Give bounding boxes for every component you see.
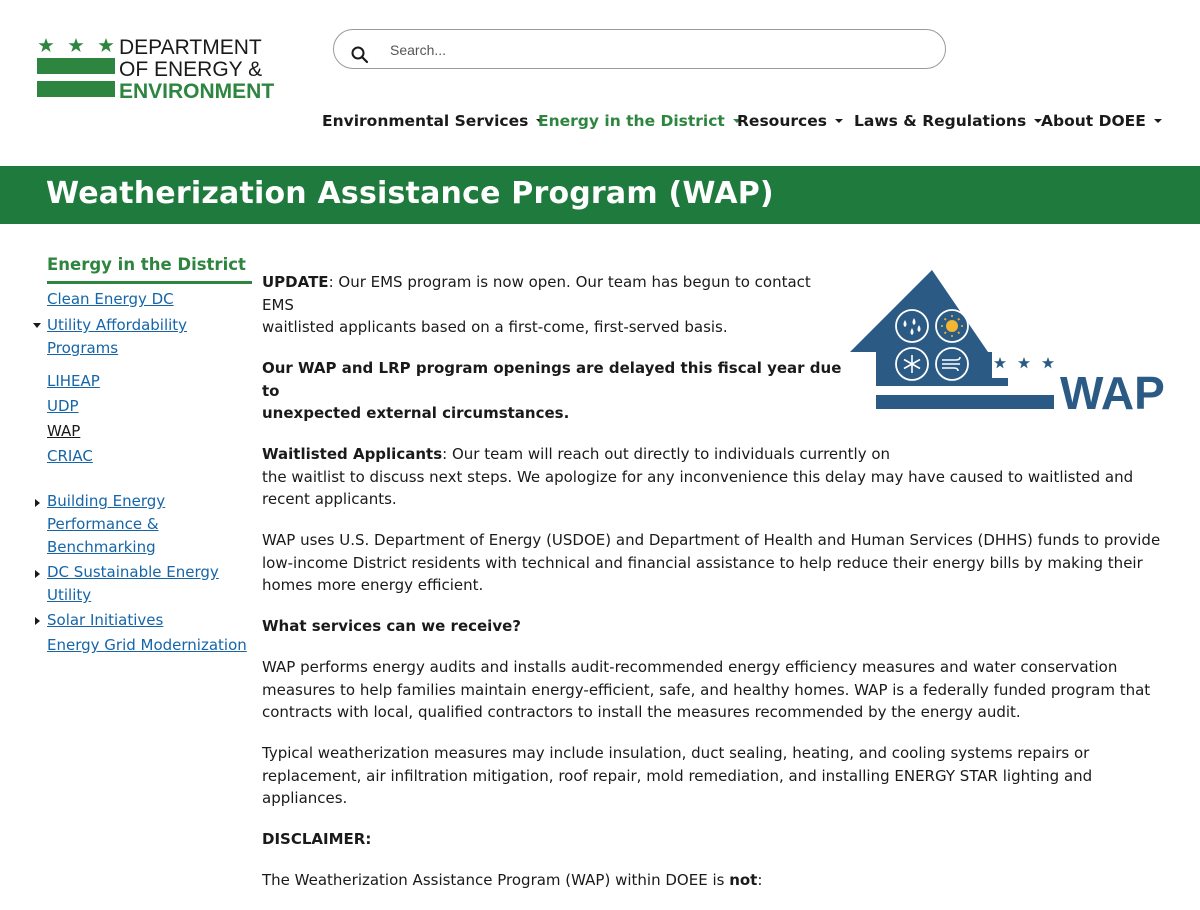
sidebar-item-dc-sustainable-energy-utility-cont[interactable]: Utility: [47, 586, 92, 604]
collapsed-arrow-icon[interactable]: [35, 570, 40, 578]
logo-line-3: ENVIRONMENT: [119, 80, 275, 103]
caret-down-icon: [1154, 119, 1162, 123]
logo-line-2: OF ENERGY &: [119, 58, 263, 81]
doee-logo[interactable]: [36, 36, 276, 102]
nav-energy-in-the-district[interactable]: [538, 112, 741, 130]
nav-label: Energy in the District: [538, 112, 725, 130]
sidebar-item-utility-affordability[interactable]: Utility Affordability: [47, 316, 188, 334]
sidebar-item-building-energy[interactable]: Building Energy: [47, 492, 166, 510]
typical-measures-paragraph: Typical weatherization measures may include insulation, duct sealing, heating, and cooling systems repairs or replacement, air infiltration mitigation, roof repair, mold remediation, and installing ENERGY STAR lighting and appliances.: [262, 744, 1093, 807]
sidebar-item-clean-energy-dc[interactable]: Clean Energy DC: [47, 290, 174, 308]
sidebar-item-energy-grid-modernization[interactable]: Energy Grid Modernization: [47, 636, 247, 654]
services-paragraph: WAP performs energy audits and installs audit-recommended energy efficiency measures and water conservation measures to help families maintain energy-efficient, safe, and healthy homes. WAP is a federally funded program that contracts with local, qualified contractors to install the measures recommended by the energy audit.: [262, 658, 1151, 721]
logo-bar-icon: [37, 58, 115, 74]
logo-stars-icon: [39, 38, 114, 52]
sidebar-item-dc-sustainable-energy-utility[interactable]: DC Sustainable Energy: [47, 563, 219, 581]
services-heading: What services can we receive?: [262, 617, 521, 635]
update-text: waitlisted applicants based on a first-come, first-served basis.: [262, 318, 728, 336]
logo-bar-icon: [37, 81, 115, 97]
waitlisted-paragraph: [262, 443, 1162, 511]
sidebar-item-solar-initiatives[interactable]: Solar Initiatives: [47, 611, 164, 629]
nav-label: About DOEE: [1041, 112, 1146, 130]
page-title: Weatherization Assistance Program (WAP): [46, 176, 774, 211]
delay-text: unexpected external circumstances.: [262, 404, 570, 422]
nav-laws-regulations[interactable]: [854, 112, 1042, 130]
logo-line-1: DEPARTMENT: [119, 36, 262, 59]
disclaimer-heading: DISCLAIMER:: [262, 830, 372, 848]
sidebar-item-building-energy-cont[interactable]: Performance &: [47, 515, 159, 533]
update-paragraph: [262, 271, 842, 339]
search-icon[interactable]: [350, 45, 370, 65]
search-input[interactable]: [390, 38, 910, 62]
waitlisted-label: Waitlisted Applicants: [262, 445, 443, 463]
delay-notice: [262, 357, 842, 425]
main-content: [262, 271, 1162, 910]
doee-logo-mark: [36, 36, 276, 102]
nav-environmental-services[interactable]: [322, 112, 544, 130]
sidebar-item-liheap[interactable]: LIHEAP: [47, 372, 100, 390]
caret-down-icon: [835, 119, 843, 123]
nav-label: Laws & Regulations: [854, 112, 1027, 130]
nav-label: Resources: [737, 112, 827, 130]
disclaimer-text: The Weatherization Assistance Program (WAP) within DOEE is: [262, 871, 730, 889]
sidebar-item-criac[interactable]: CRIAC: [47, 447, 93, 465]
waitlisted-text: : Our team will reach out directly to individuals currently on: [442, 445, 891, 463]
waitlisted-text: the waitlist to discuss next steps. We apologize for any inconvenience this delay may have caused to waitlisted and recent applicants.: [262, 467, 1134, 508]
update-label: UPDATE: [262, 273, 329, 291]
nav-about-doee[interactable]: [1041, 112, 1162, 130]
delay-text: Our WAP and LRP program openings are delayed this fiscal year due to: [262, 359, 842, 400]
collapsed-arrow-icon[interactable]: [35, 499, 40, 507]
nav-resources[interactable]: [737, 112, 843, 130]
disclaimer-emphasis: not: [729, 871, 758, 889]
sidebar-title: Energy in the District: [47, 255, 252, 284]
page-banner: [0, 166, 1200, 224]
sidebar-item-wap[interactable]: WAP: [47, 422, 81, 440]
disclaimer-paragraph: [262, 869, 1162, 892]
sidebar-item-udp[interactable]: UDP: [47, 397, 79, 415]
disclaimer-text: :: [757, 871, 763, 889]
sidebar-item-utility-affordability-cont[interactable]: Programs: [47, 339, 119, 357]
wap-logo-text: WAP: [1060, 367, 1165, 419]
search-bar[interactable]: [333, 29, 946, 69]
nav-label: Environmental Services: [322, 112, 529, 130]
wap-funding-paragraph: WAP uses U.S. Department of Energy (USDOE) and Department of Health and Human Services (DHHS) funds to provide low-income District residents with technical and financial assistance to help reduce their energy bills by making their homes more energy efficient.: [262, 531, 1161, 594]
collapsed-arrow-icon[interactable]: [35, 617, 40, 625]
expanded-arrow-icon[interactable]: [33, 323, 41, 328]
update-text: : Our EMS program is now open. Our team has begun to contact EMS: [262, 273, 811, 314]
sidebar-item-building-energy-cont[interactable]: Benchmarking: [47, 538, 156, 556]
